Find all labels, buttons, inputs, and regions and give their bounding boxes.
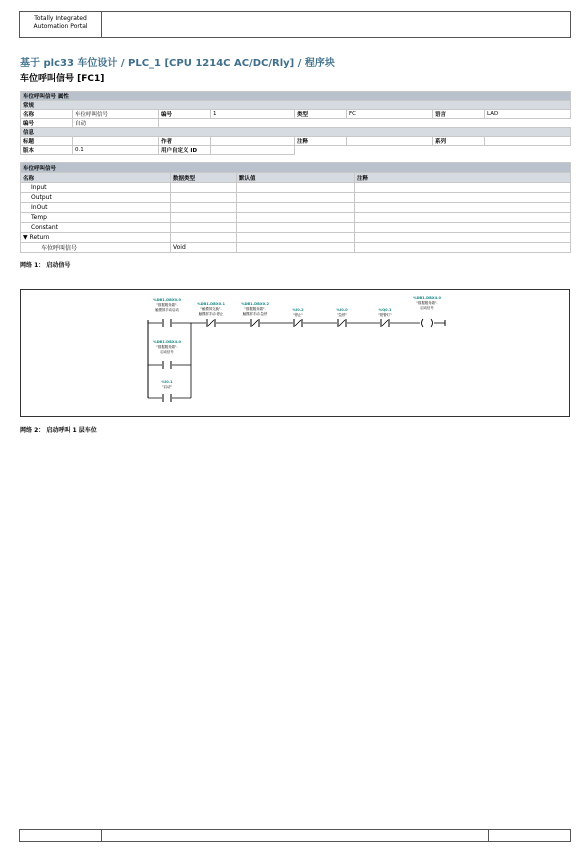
contact-nc[interactable]	[378, 308, 392, 327]
table-row: Constant	[21, 223, 571, 233]
svg-text:%DB1.DBX0.1: %DB1.DBX0.1	[196, 302, 226, 306]
svg-text:%DB1.DBX0.2: %DB1.DBX0.2	[240, 302, 270, 306]
svg-text:%Q0.1: %Q0.1	[378, 308, 392, 312]
interface-table: 车位呼叫信号 名称 数据类型 默认值 注释 Input Output InOut Temp Constant ▼ Return 车位呼叫信号 Void	[20, 162, 571, 253]
svg-text:触摸屏手动.停止: 触摸屏手动.停止	[198, 312, 224, 316]
numbering-value: 自动	[73, 119, 159, 128]
svg-text:"停止": "停止"	[293, 313, 303, 317]
page-header	[19, 11, 571, 38]
properties-table: 车位呼叫信号 属性 常规 名称 车位呼叫信号 编号 1 类型 FC 语言 LAD 编号 自动 信息 标题 作者 注释 系列 版本 0.1 用户自定义 ID	[20, 91, 571, 155]
block-title: 车位呼叫信号 [FC1]	[20, 74, 105, 84]
table-row: InOut	[21, 203, 571, 213]
network-1-title: 网络 1： 启动信号	[20, 262, 71, 269]
table-row: Temp	[21, 213, 571, 223]
svg-text:%DB1.DBX0.0: %DB1.DBX0.0	[152, 298, 182, 302]
tia-logo: Totally Integrated Automation Portal	[20, 12, 102, 37]
contact-no[interactable]	[161, 380, 173, 402]
svg-text:"数据服务端".: "数据服务端".	[416, 301, 438, 305]
ladder-svg	[21, 290, 569, 416]
svg-text:"数据服务端".: "数据服务端".	[244, 307, 266, 311]
properties-section-title: 车位呼叫信号 属性	[21, 92, 571, 101]
svg-text:"数据服务端".: "数据服务端".	[156, 345, 178, 349]
version-value: 0.1	[73, 146, 159, 155]
svg-text:%DB1.DBX4.0: %DB1.DBX4.0	[412, 296, 442, 300]
table-row: ▼ Return	[21, 233, 571, 243]
contact-nc[interactable]	[292, 308, 304, 327]
svg-text:%I0.1: %I0.1	[161, 380, 173, 384]
ladder-diagram	[20, 289, 570, 417]
svg-text:%I0.0: %I0.0	[336, 308, 348, 312]
table-row: 车位呼叫信号 Void	[21, 243, 571, 253]
svg-text:"急停": "急停"	[337, 313, 347, 317]
lang-value: LAD	[485, 110, 571, 119]
svg-text:"数据服务端".: "数据服务端".	[156, 303, 178, 307]
svg-text:%I0.2: %I0.2	[292, 308, 304, 312]
network-2-title: 网络 2： 启动呼叫 1 层车位	[20, 427, 97, 434]
type-value: FC	[347, 110, 433, 119]
page-title: 基于 plc33 车位设计 / PLC_1 [CPU 1214C AC/DC/Rly] / 程序块	[20, 58, 335, 69]
svg-text:启动信号: 启动信号	[160, 350, 174, 354]
svg-text:%DB1.DBX4.0: %DB1.DBX4.0	[152, 340, 182, 344]
table-row: Output	[21, 193, 571, 203]
number-value: 1	[211, 110, 295, 119]
svg-text:触摸屏手动启动: 触摸屏手动启动	[155, 308, 179, 312]
interface-section-title: 车位呼叫信号	[21, 163, 571, 173]
svg-text:"报警灯": "报警灯"	[378, 313, 392, 317]
svg-text:触摸屏手动.急停: 触摸屏手动.急停	[242, 312, 268, 316]
general-header: 常规	[21, 101, 571, 110]
svg-text:启动信号: 启动信号	[420, 306, 434, 310]
page-footer	[19, 829, 571, 842]
collapse-triangle-icon[interactable]: ▼	[23, 234, 28, 241]
table-row: Input	[21, 183, 571, 193]
output-coil[interactable]	[413, 296, 442, 327]
contact-nc[interactable]	[336, 308, 348, 327]
svg-text:"启动": "启动"	[162, 385, 172, 389]
svg-text:"触摸屏交换".: "触摸屏交换".	[200, 307, 222, 311]
name-value: 车位呼叫信号	[73, 110, 159, 119]
info-header: 信息	[21, 128, 571, 137]
